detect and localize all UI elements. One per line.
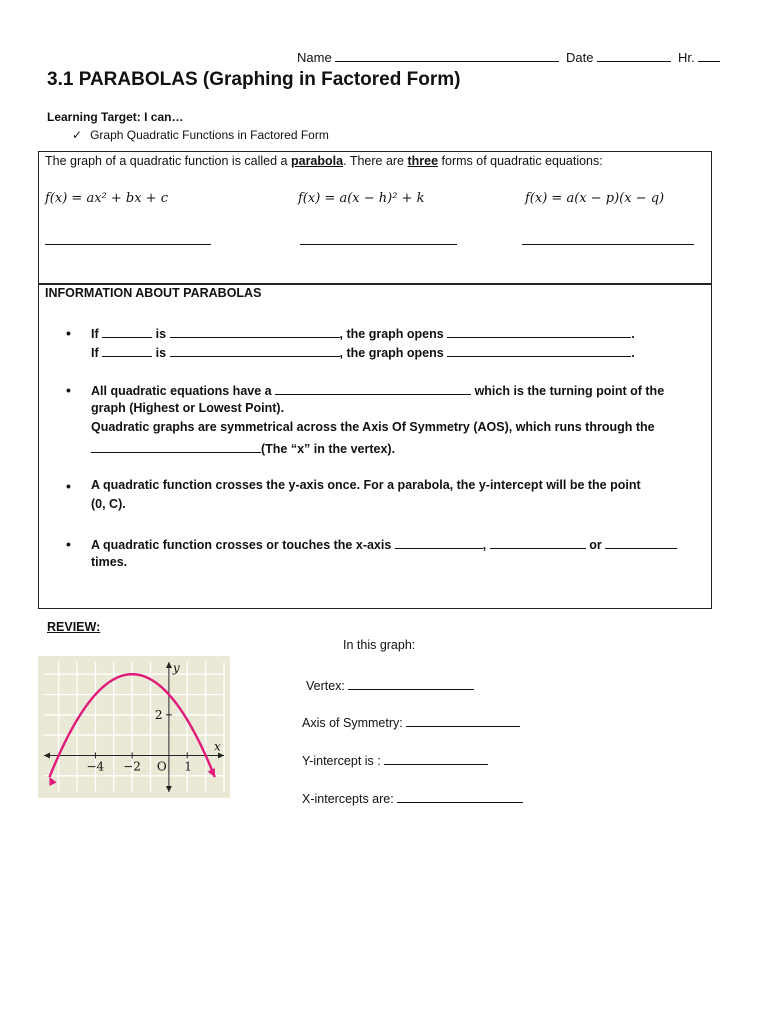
parabola-graph-svg	[38, 656, 230, 798]
in-graph-label: In this graph:	[343, 638, 416, 652]
name-field[interactable]	[297, 49, 559, 65]
y-axis-label: y	[172, 661, 180, 675]
yint-line: • A quadratic function crosses the y-axis once. For a parabola, the y-intercept will be the point	[66, 478, 641, 494]
review-xints: X-intercepts are:	[302, 790, 523, 806]
info-box	[38, 283, 712, 609]
xint-line-2: times.	[91, 555, 128, 569]
hr-label: Hr.	[678, 50, 695, 65]
opens-1-a-blank[interactable]	[102, 325, 152, 338]
check-icon: ✓	[72, 128, 83, 142]
opens-2-c-blank[interactable]	[447, 344, 631, 357]
opens-line-1: • If is , the graph opens .	[66, 325, 635, 341]
hr-field[interactable]	[678, 49, 720, 65]
tick-label-1: 1	[184, 759, 192, 774]
xint-a-blank[interactable]	[395, 536, 483, 549]
opens-line-2: If is , the graph opens .	[91, 346, 635, 360]
yint-line-2: (0, C).	[91, 497, 126, 511]
standard-form: f(x) = ax² + bx + c	[45, 191, 168, 206]
x-axis-arrow-left	[44, 752, 50, 758]
parabola-graph	[38, 656, 230, 798]
tick-label-2: 2	[154, 707, 163, 722]
review-aos-blank[interactable]	[406, 714, 520, 727]
y-axis-arrow-down	[166, 786, 172, 792]
tick-label-origin: O	[156, 759, 167, 774]
tick-label-neg2: −2	[123, 759, 141, 774]
standard-form-blank[interactable]	[45, 232, 211, 245]
page-title: 3.1 PARABOLAS (Graphing in Factored Form)	[47, 69, 461, 90]
opens-1-b-blank[interactable]	[170, 325, 340, 338]
vertex-form-blank[interactable]	[300, 232, 457, 245]
forms-intro: The graph of a quadratic function is called a parabola. There are three forms of quadratic equations:	[45, 154, 603, 168]
factored-form-blank[interactable]	[522, 232, 694, 245]
learning-target-label: Learning Target: I can…	[47, 110, 184, 124]
review-vertex-blank[interactable]	[348, 677, 474, 690]
opens-1-c-blank[interactable]	[447, 325, 631, 338]
y-axis-arrow-up	[166, 662, 172, 668]
forms-box	[38, 151, 712, 285]
xint-b-blank[interactable]	[490, 536, 586, 549]
review-heading: REVIEW:	[47, 620, 101, 634]
opens-2-a-blank[interactable]	[102, 344, 152, 357]
learning-target-item: ✓ Graph Quadratic Functions in Factored Form	[72, 128, 329, 142]
review-xints-blank[interactable]	[397, 790, 523, 803]
factored-form: f(x) = a(x − p)(x − q)	[525, 191, 665, 206]
curve-arrow-left	[49, 777, 56, 786]
review-yint: Y-intercept is :	[302, 752, 488, 768]
aos-blank[interactable]	[91, 440, 261, 453]
xint-c-blank[interactable]	[605, 536, 677, 549]
date-label: Date	[566, 50, 594, 65]
date-field[interactable]	[566, 49, 671, 65]
opens-2-b-blank[interactable]	[170, 344, 340, 357]
info-heading: INFORMATION ABOUT PARABOLAS	[45, 286, 262, 300]
vertex-line: • All quadratic equations have a which is the turning point of the	[66, 382, 665, 398]
aos-line: Quadratic graphs are symmetrical across the Axis Of Symmetry (AOS), which runs through the	[91, 420, 655, 434]
name-label: Name	[297, 50, 332, 65]
review-yint-blank[interactable]	[384, 752, 488, 765]
tick-label-neg4: −4	[86, 759, 105, 774]
review-aos: Axis of Symmetry:	[302, 714, 520, 730]
review-vertex: Vertex:	[306, 677, 474, 693]
vertex-form: f(x) = a(x − h)² + k	[298, 191, 425, 206]
vertex-blank[interactable]	[275, 382, 471, 395]
xint-line: • A quadratic function crosses or touches the x-axis , or	[91, 536, 677, 552]
x-axis-label: x	[214, 739, 221, 754]
vertex-line-2: graph (Highest or Lowest Point).	[91, 401, 285, 415]
aos-line-2: (The “x” in the vertex).	[91, 440, 395, 456]
